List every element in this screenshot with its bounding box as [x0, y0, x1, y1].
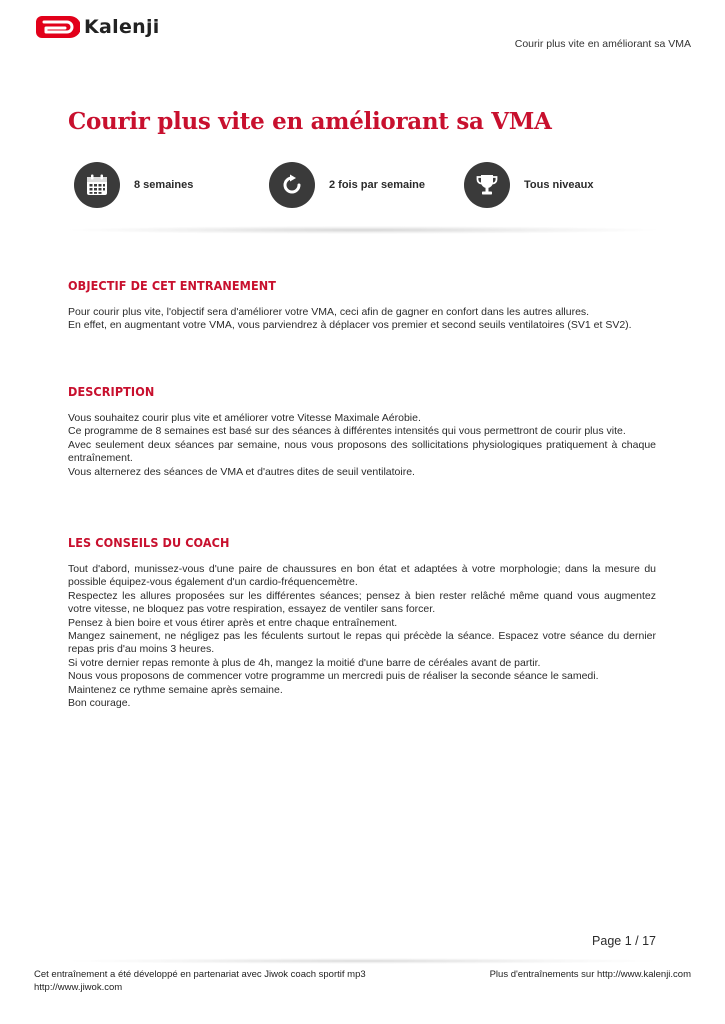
calendar-icon	[74, 162, 120, 208]
paragraph: Pensez à bien boire et vous étirer après et entre chaque entraînement.	[68, 616, 398, 629]
footer-divider	[70, 958, 656, 964]
footer-credit-text: Cet entraînement a été développé en partenariat avec Jiwok coach sportif mp3	[34, 969, 366, 980]
brand-name: Kalenji	[84, 16, 160, 38]
paragraph: En effet, en augmentant votre VMA, vous parviendrez à déplacer vos premier et second seuils ventilatoires (SV1 et SV2).	[68, 319, 632, 332]
stat-level	[464, 161, 593, 209]
header-doc-title: Courir plus vite en améliorant sa VMA	[514, 38, 691, 50]
stat-duration-label: 8 semaines	[134, 179, 194, 191]
kalenji-logo-mark-icon	[34, 14, 80, 40]
kalenji-logo	[34, 14, 160, 40]
section-body-conseils	[68, 563, 656, 710]
trophy-icon	[464, 162, 510, 208]
stat-duration	[74, 161, 193, 209]
section-heading-description: DESCRIPTION	[68, 384, 155, 399]
paragraph: Tout d'abord, munissez-vous d'une paire de chaussures en bon état et adaptées à votre morphologie; dans la mesure du possible équipez-vous également d'un cardio-fréquencemètre.	[68, 563, 656, 589]
section-heading-objectif: OBJECTIF DE CET ENTRANEMENT	[68, 278, 277, 293]
section-body-description	[68, 412, 656, 479]
repeat-icon	[269, 162, 315, 208]
paragraph: Bon courage.	[68, 697, 131, 710]
paragraph: Respectez les allures proposées sur les différentes séances; pensez à bien rester relâché même quand vous augmentez votre vitesse, ne bloquez pas votre respiration, essayez de ventiler sans forcer.	[68, 589, 656, 616]
footer-credit	[34, 969, 366, 994]
jiwok-link[interactable]: http://www.jiwok.com	[34, 981, 123, 993]
stats-divider	[70, 226, 656, 234]
paragraph: Avec seulement deux séances par semaine, nous vous proposons des sollicitations physiologiques pratiquement à chaque entraînement.	[68, 438, 656, 465]
paragraph: Maintenez ce rythme semaine après semaine.	[68, 683, 283, 696]
section-body-objectif	[68, 306, 656, 333]
stat-frequency	[269, 161, 425, 209]
paragraph: Vous alternerez des séances de VMA et d'autres dites de seuil ventilatoire.	[68, 465, 415, 478]
stat-frequency-label: 2 fois par semaine	[329, 179, 425, 191]
paragraph: Pour courir plus vite, l'objectif sera d'améliorer votre VMA, ceci afin de gagner en confort dans les autres allures.	[68, 306, 590, 318]
paragraph: Mangez sainement, ne négligez pas les féculents surtout le repas qui précède la séance. Espacez votre séance du dernier repas pris d'au moins 3 heures.	[68, 630, 656, 656]
kalenji-link[interactable]: Plus d'entraînements sur http://www.kalenji.com	[489, 969, 691, 980]
paragraph: Si votre dernier repas remonte à plus de 4h, mangez la moitié d'une barre de céréales avant de partir.	[68, 656, 541, 669]
page-title: Courir plus vite en améliorant sa VMA	[68, 108, 552, 135]
paragraph: Ce programme de 8 semaines est basé sur des séances à différentes intensités qui vous permettront de courir plus vite.	[68, 425, 626, 438]
section-heading-conseils: LES CONSEILS DU COACH	[68, 535, 230, 550]
page-number: Page 1 / 17	[592, 934, 656, 948]
paragraph: Nous vous proposons de commencer votre programme un mercredi puis de réaliser la seconde séance le samedi.	[68, 670, 599, 683]
stat-level-label: Tous niveaux	[524, 179, 594, 191]
paragraph: Vous souhaitez courir plus vite et améliorer votre Vitesse Maximale Aérobie.	[68, 412, 421, 424]
program-stats	[72, 161, 672, 209]
